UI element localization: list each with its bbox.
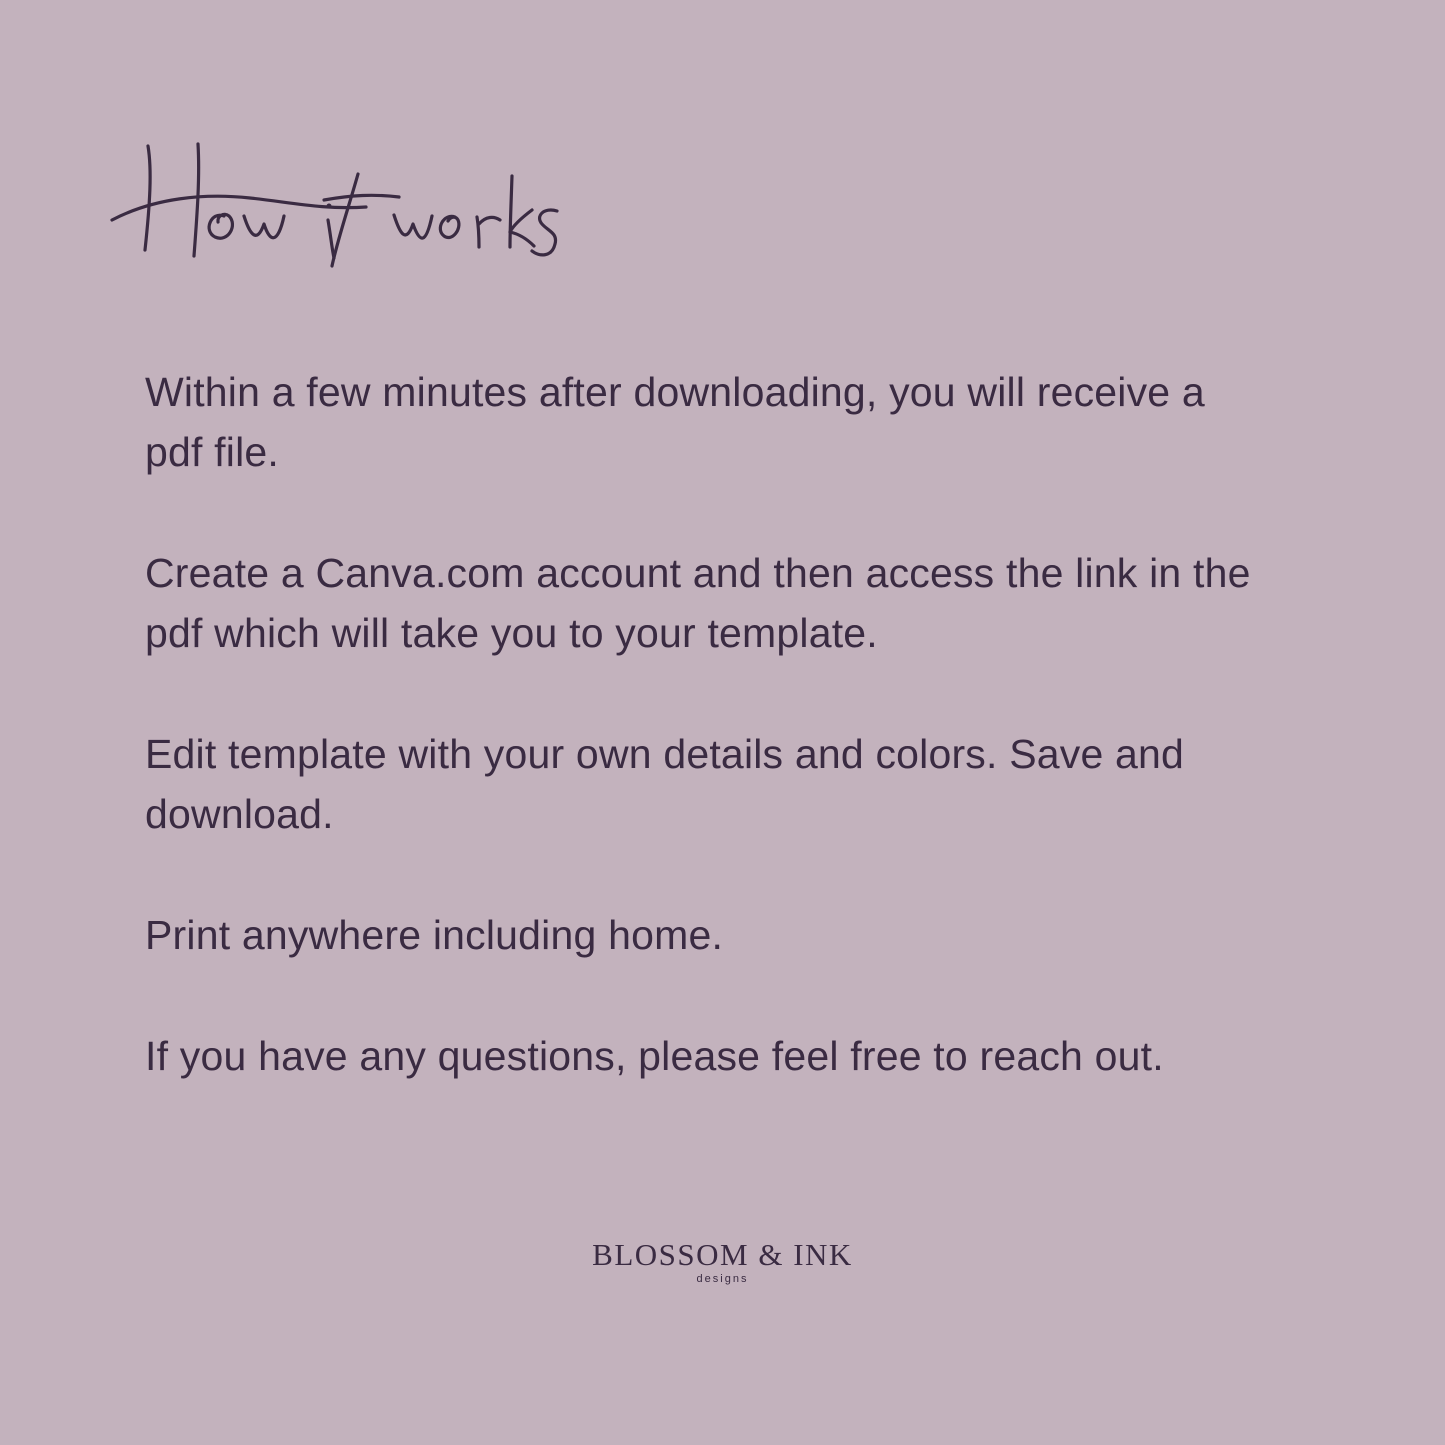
script-title — [108, 128, 568, 278]
instructions-content — [145, 362, 1265, 1086]
brand-logo — [0, 1238, 1445, 1286]
brand-name: BLOSSOM & INK — [592, 1237, 853, 1272]
instruction-paragraph-5: If you have any questions, please feel free to reach out. — [145, 1033, 1164, 1079]
instruction-paragraph-2: Create a Canva.com account and then access the link in the pdf which will take you to your template. — [145, 550, 1251, 656]
instruction-paragraph-1: Within a few minutes after downloading, you will receive a pdf file. — [145, 369, 1205, 475]
instruction-paragraph-4: Print anywhere including home. — [145, 912, 724, 958]
instruction-paragraph-3: Edit template with your own details and colors. Save and download. — [145, 731, 1185, 837]
brand-tagline: designs — [696, 1273, 749, 1285]
handwritten-title-graphic — [108, 128, 568, 278]
